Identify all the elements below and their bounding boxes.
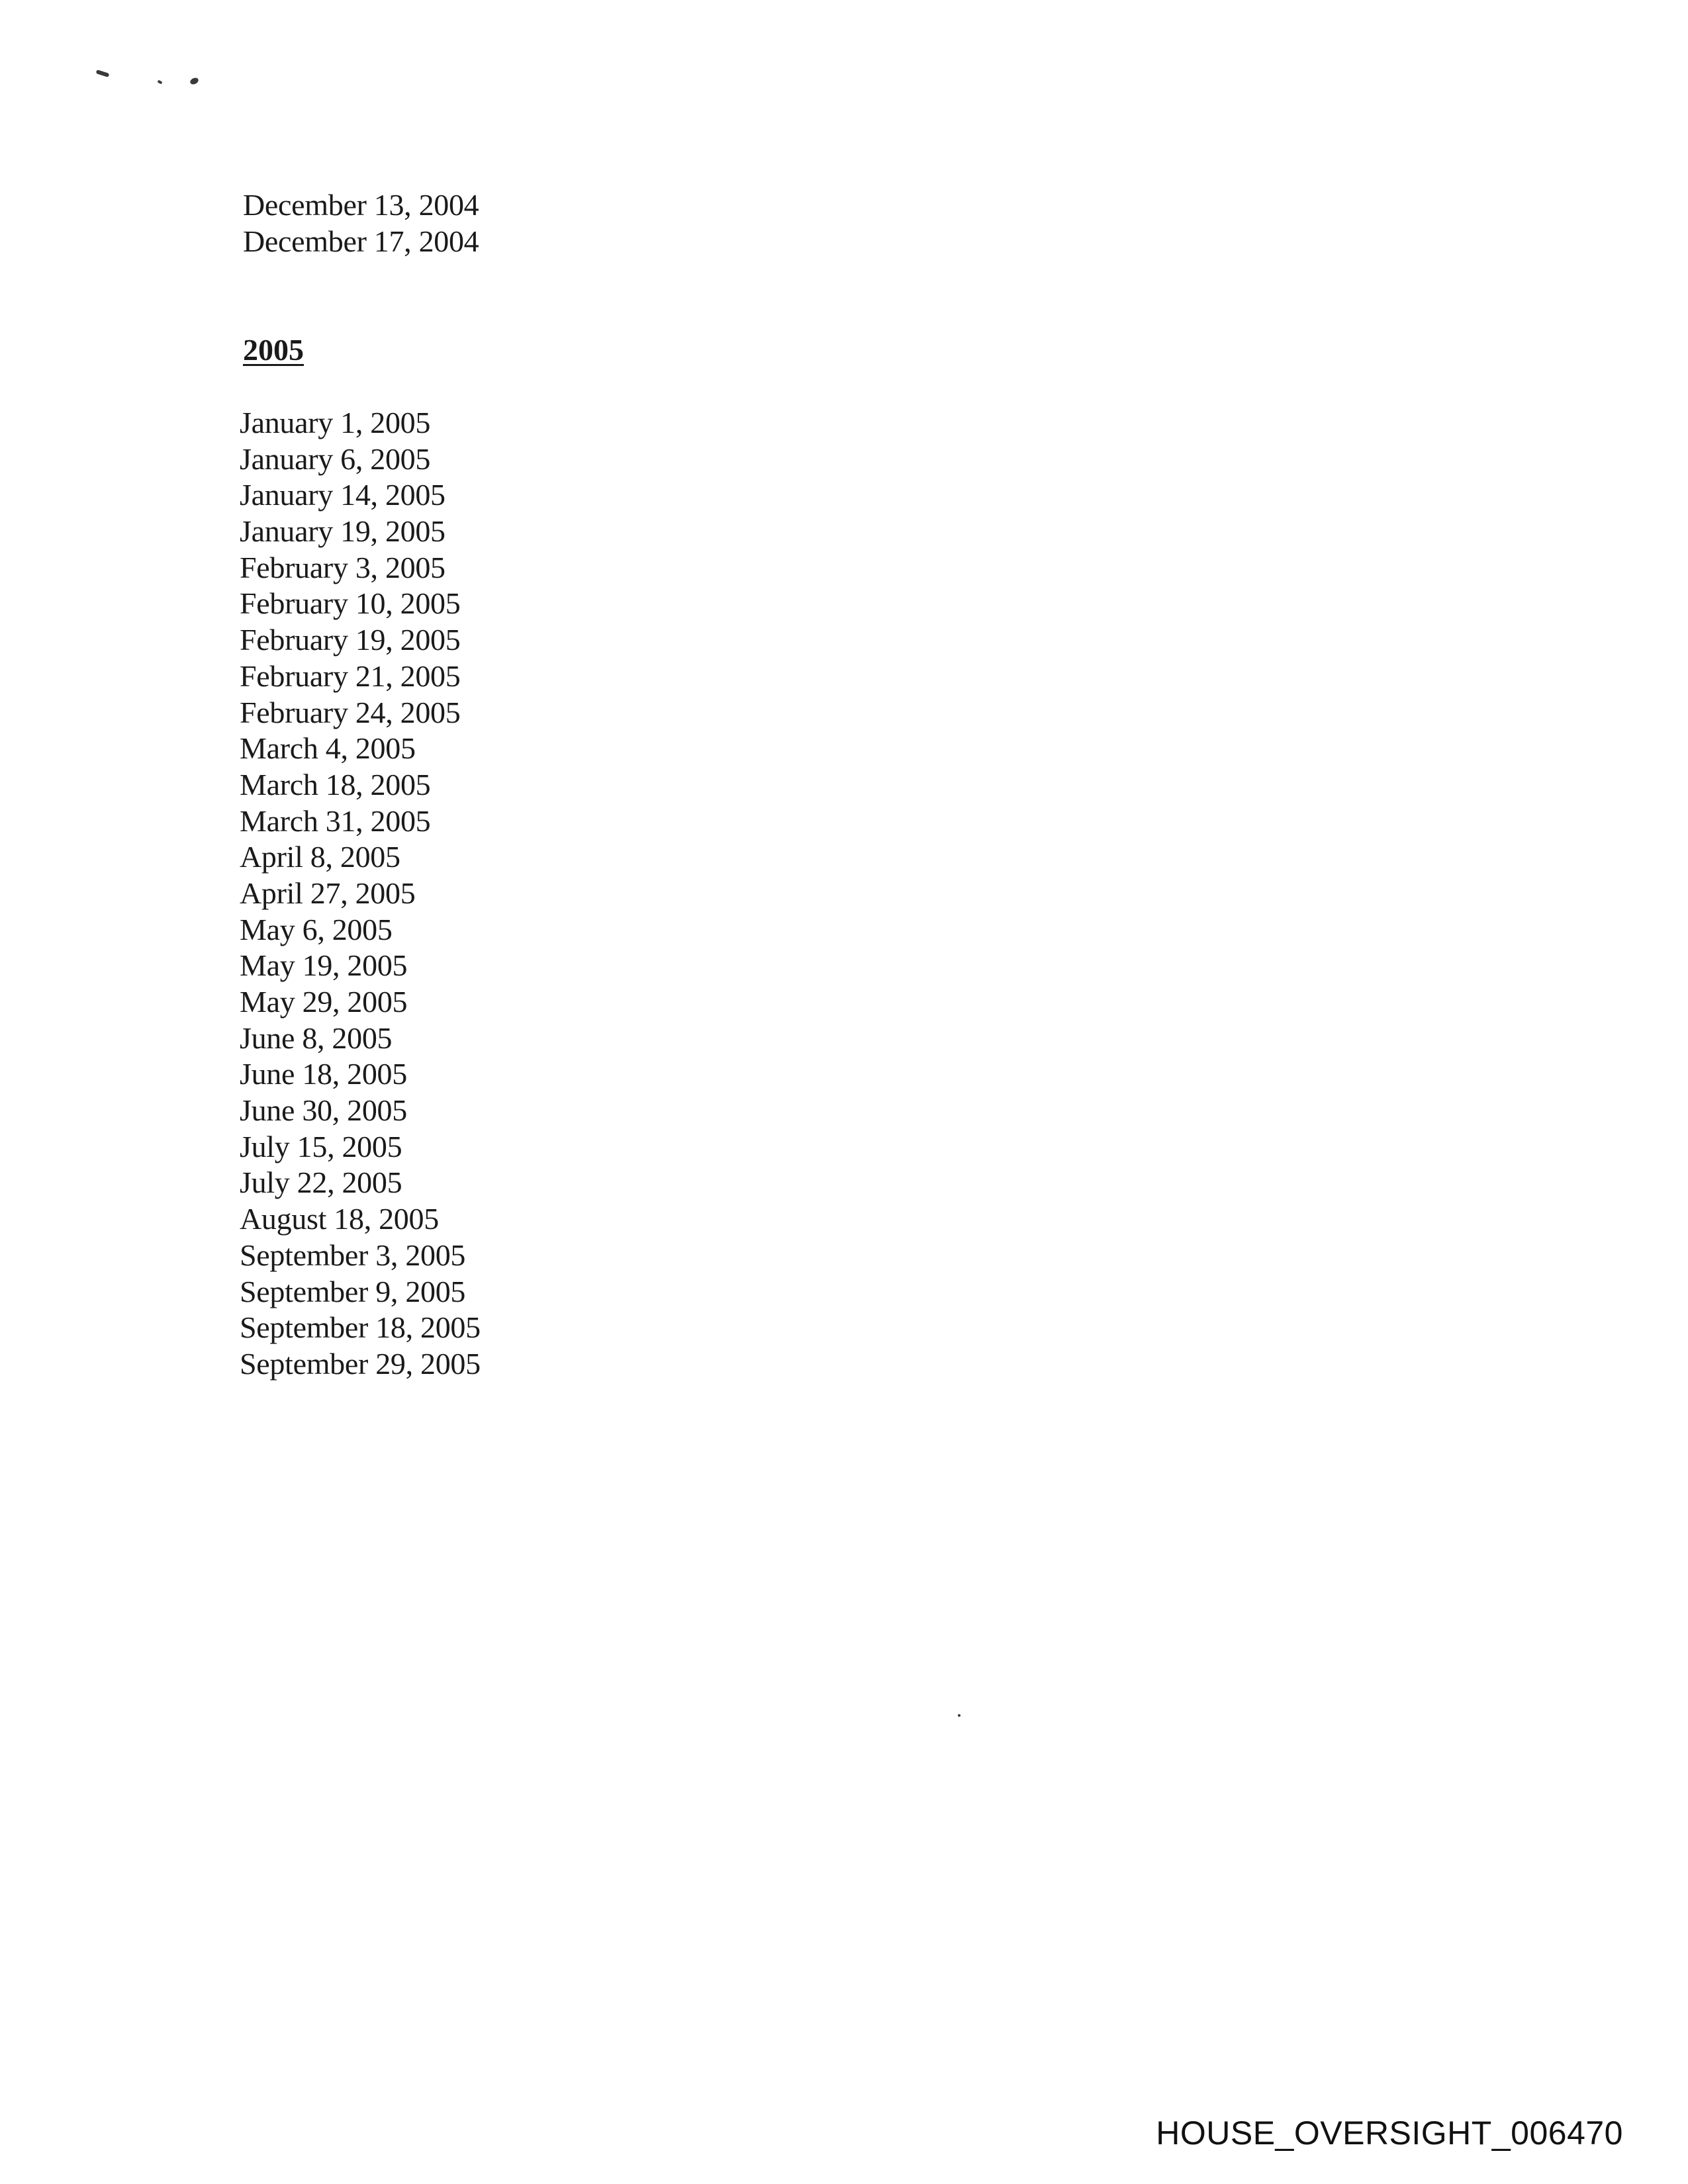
date-entry: July 15, 2005 [240, 1129, 402, 1163]
date-entry: June 30, 2005 [240, 1093, 407, 1128]
date-entry: June 8, 2005 [240, 1021, 393, 1055]
date-entry: February 19, 2005 [240, 623, 461, 657]
date-entry: September 18, 2005 [240, 1310, 481, 1345]
date-entry: February 21, 2005 [240, 659, 461, 693]
date-entry: January 14, 2005 [240, 478, 445, 512]
date-list-2005 [240, 405, 481, 1383]
date-entry: April 27, 2005 [240, 876, 416, 910]
year-heading-2005: 2005 [243, 333, 304, 367]
date-entry: January 1, 2005 [240, 406, 431, 439]
date-entry: August 18, 2005 [240, 1202, 439, 1236]
date-entry: December 17, 2004 [243, 224, 479, 258]
date-entry: May 6, 2005 [240, 912, 393, 946]
date-entry: May 19, 2005 [240, 948, 408, 983]
scan-speck [189, 77, 200, 86]
date-entry: March 31, 2005 [240, 803, 431, 838]
date-entry: June 18, 2005 [240, 1057, 407, 1091]
date-entry: January 19, 2005 [240, 514, 445, 549]
scan-speck [958, 1714, 961, 1717]
date-entry: March 4, 2005 [240, 731, 416, 766]
date-entry: February 10, 2005 [240, 586, 461, 621]
date-entry: April 8, 2005 [240, 840, 400, 874]
date-entry: September 3, 2005 [240, 1238, 466, 1272]
date-entry: February 3, 2005 [240, 550, 445, 584]
date-entry: January 6, 2005 [240, 441, 431, 476]
bates-number: HOUSE_OVERSIGHT_006470 [1156, 2115, 1623, 2152]
date-list-2004 [243, 187, 479, 259]
scan-speck [96, 69, 110, 77]
date-entry: December 13, 2004 [243, 188, 479, 222]
date-entry: September 29, 2005 [240, 1346, 481, 1381]
date-entry: May 29, 2005 [240, 985, 408, 1019]
date-entry: February 24, 2005 [240, 695, 461, 729]
date-entry: March 18, 2005 [240, 767, 431, 801]
scan-speck [157, 80, 162, 85]
date-entry: September 9, 2005 [240, 1274, 466, 1308]
date-entry: July 22, 2005 [240, 1165, 402, 1200]
